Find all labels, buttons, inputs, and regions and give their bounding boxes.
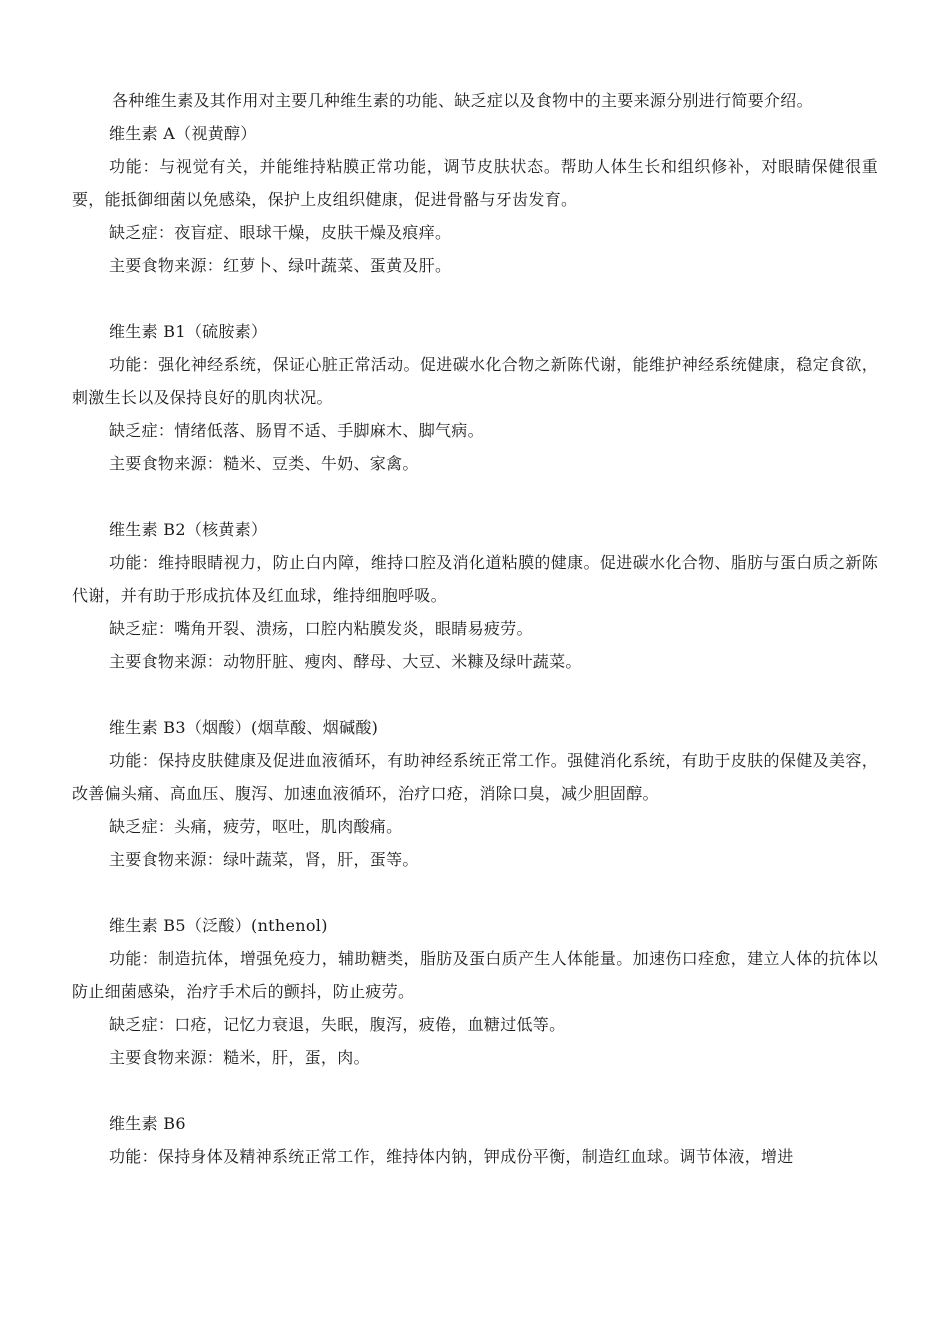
section-sources: 主要食物来源：动物肝脏、瘦肉、酵母、大豆、米糠及绿叶蔬菜。 [109,652,582,671]
section-sources: 主要食物来源：糙米、豆类、牛奶、家禽。 [109,454,419,473]
section-deficiency: 缺乏症：夜盲症、眼球干燥，皮肤干燥及痕痒。 [109,223,452,242]
section-function: 功能：强化神经系统，保证心脏正常活动。促进碳水化合物之新陈代谢，能维护神经系统健康，稳定食欲，刺激生长以及保持良好的肌肉状况。 [72,355,878,407]
section-vitamin-b6 [72,1107,878,1173]
section-deficiency: 缺乏症：口疮，记忆力衰退，失眠，腹泻，疲倦，血糖过低等。 [109,1015,566,1034]
section-vitamin-b1 [72,315,878,480]
section-deficiency: 缺乏症：嘴角开裂、溃疡，口腔内粘膜发炎，眼睛易疲劳。 [109,619,533,638]
section-function: 功能：保持身体及精神系统正常工作，维持体内钠，钾成份平衡，制造红血球。调节体液，增进 [109,1147,794,1166]
intro-paragraph: 各种维生素及其作用对主要几种维生素的功能、缺乏症以及食物中的主要来源分别进行简要介绍。 [112,91,813,110]
spacer [72,1074,878,1107]
section-sources: 主要食物来源：糙米，肝，蛋，肉。 [109,1048,370,1067]
section-deficiency: 缺乏症：头痛，疲劳，呕吐，肌肉酸痛。 [109,817,403,836]
section-function: 功能：保持皮肤健康及促进血液循环，有助神经系统正常工作。强健消化系统，有助于皮肤的保健及美容，改善偏头痛、高血压、腹泻、加速血液循环，治疗口疮，消除口臭，减少胆固醇。 [72,751,878,803]
section-vitamin-b5 [72,909,878,1074]
section-title: 维生素 B2（核黄素） [109,520,268,539]
section-function: 功能：与视觉有关，并能维持粘膜正常功能，调节皮肤状态。帮助人体生长和组织修补，对眼睛保健很重要，能抵御细菌以免感染，保护上皮组织健康，促进骨骼与牙齿发育。 [72,157,878,209]
section-title: 维生素 B1（硫胺素） [109,322,268,341]
section-sources: 主要食物来源：红萝卜、绿叶蔬菜、蛋黄及肝。 [109,256,452,275]
section-function: 功能：维持眼睛视力，防止白内障，维持口腔及消化道粘膜的健康。促进碳水化合物、脂肪与蛋白质之新陈代谢，并有助于形成抗体及红血球，维持细胞呼吸。 [72,553,878,605]
spacer [72,282,878,315]
section-title: 维生素 B6 [109,1114,186,1133]
section-sources: 主要食物来源：绿叶蔬菜，肾，肝，蛋等。 [109,850,419,869]
section-vitamin-b3 [72,711,878,876]
section-title: 维生素 A（视黄醇） [109,124,257,143]
section-title: 维生素 B5（泛酸）(nthenol) [109,916,328,935]
document-page [72,84,878,1173]
section-function: 功能：制造抗体，增强免疫力，辅助糖类，脂肪及蛋白质产生人体能量。加速伤口痊愈，建立人体的抗体以防止细菌感染，治疗手术后的颤抖，防止疲劳。 [72,949,878,1001]
spacer [72,480,878,513]
spacer [72,876,878,909]
section-deficiency: 缺乏症：情绪低落、肠胃不适、手脚麻木、脚气病。 [109,421,484,440]
section-vitamin-a [72,117,878,282]
section-title: 维生素 B3（烟酸）(烟草酸、烟碱酸) [109,718,379,737]
section-vitamin-b2 [72,513,878,678]
spacer [72,678,878,711]
